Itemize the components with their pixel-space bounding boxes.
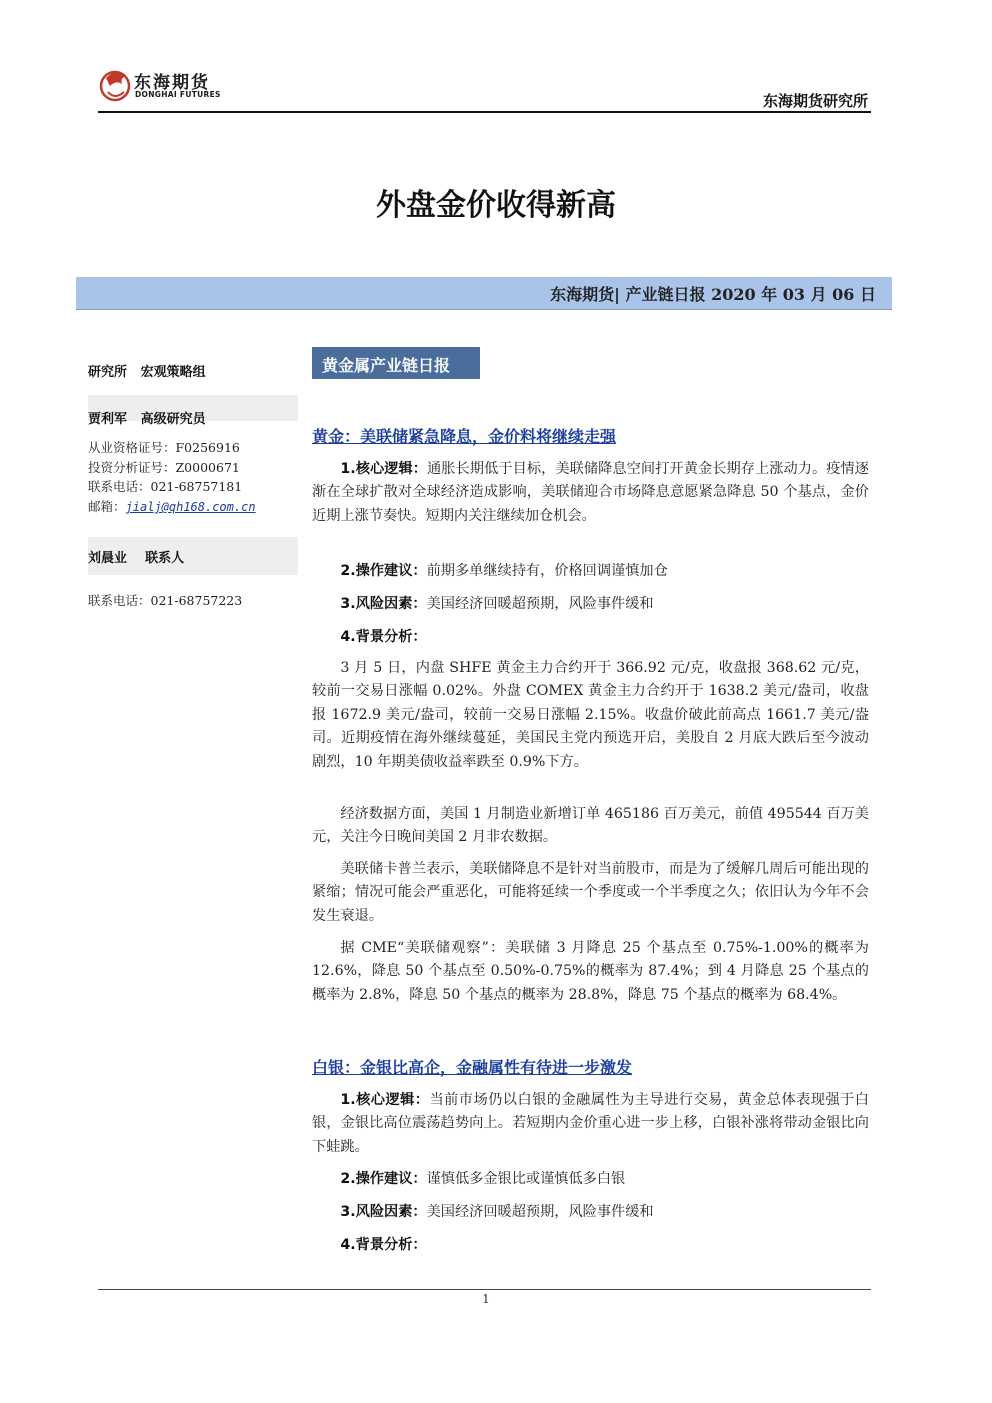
gold-bg-paragraph-2: 经济数据方面，美国 1 月制造业新增订单 465186 百万美元，前值 495544 百万美元，关注今日晚间美国 2 月非农数据。 xyxy=(312,806,869,846)
company-logo xyxy=(98,66,228,106)
logo-text-cn: 东海期货 xyxy=(134,73,210,93)
gold-risk xyxy=(312,593,654,616)
gold-bg-paragraph-4: 据 CME“美联储观察”：美联储 3 月降息 25 个基点至 0.75%-1.00%的概率为 12.6%，降息 50 个基点至 0.50%-0.75%的概率为 87.4%；到 4 月降息 25 个基点的概率为 2.8%，降息 50 个基点的概率为 28.8%，降息 75 个基点的概率为 68.4%。 xyxy=(312,940,869,1003)
silver-core-logic xyxy=(312,1089,869,1159)
silver-operation xyxy=(312,1168,625,1191)
email-row xyxy=(88,497,256,515)
gold-op-text: 前期多单继续持有，价格回调谨慎加仓 xyxy=(426,563,668,579)
sidebar-analyst xyxy=(88,408,206,427)
gold-core-label: 1.核心逻辑： xyxy=(340,461,428,477)
footer-rule xyxy=(98,1289,871,1290)
silver-risk xyxy=(312,1201,654,1224)
gold-core-logic xyxy=(312,458,869,528)
silver-core-text: 当前市场仍以白银的金融属性为主导进行交易，黄金总体表现强于白银，金银比高位震荡趋势向上。若短期内金价重心进一步上移，白银补涨将带动金银比向下蛙跳。 xyxy=(312,1092,869,1155)
silver-risk-text: 美国经济回暖超预期，风险事件缓和 xyxy=(426,1204,654,1220)
logo-text-en: DONGHAI FUTURES xyxy=(135,90,221,99)
silver-op-label: 2.操作建议： xyxy=(340,1171,427,1187)
silver-core-label: 1.核心逻辑： xyxy=(340,1092,430,1108)
silver-bg-label: 4.背景分析： xyxy=(340,1237,427,1253)
gold-core-text: 通胀长期低于目标，美联储降息空间打开黄金长期存上涨动力。疫情逐渐在全球扩散对全球经济造成影响，美联储迎合市场降息意愿紧急降息 50 个基点，金价近期上涨节奏快。短期内关注继续加仓机会。 xyxy=(312,461,869,524)
section-tag-text: 黄金属产业链日报 xyxy=(322,356,451,375)
silver-risk-label: 3.风险因素： xyxy=(340,1204,427,1220)
donghai-dragon-logo-icon xyxy=(98,66,134,104)
analyst-name: 贾利军 xyxy=(88,412,128,427)
silver-background xyxy=(312,1234,427,1257)
gold-op-label: 2.操作建议： xyxy=(340,563,427,579)
silver-heading: 白银：金银比高企，金融属性有待进一步激发 xyxy=(312,1058,633,1077)
gold-bg-label: 4.背景分析： xyxy=(340,629,427,645)
email-label: 邮箱： xyxy=(88,499,126,514)
phone-analyst: 联系电话：021-68757181 xyxy=(88,479,243,494)
gold-risk-label: 3.风险因素： xyxy=(340,596,427,612)
header-institute: 东海期货研究所 xyxy=(762,92,868,110)
email-link[interactable]: jialj@qh168.com.cn xyxy=(125,500,256,514)
contact-name: 刘晨业 xyxy=(88,551,128,566)
dept-name: 宏观策略组 xyxy=(140,365,206,380)
silver-op-text: 谨慎低多金银比或谨慎低多白银 xyxy=(426,1171,626,1187)
header-rule xyxy=(98,111,871,113)
gold-background xyxy=(312,626,427,649)
invest-number: 投资分析证号：Z0000671 xyxy=(88,460,240,475)
contact-title: 联系人 xyxy=(145,551,185,566)
banner-text: 东海期货| 产业链日报 2020 年 03 月 06 日 xyxy=(550,285,876,304)
cert-number: 从业资格证号：F0256916 xyxy=(88,440,240,455)
sidebar-dept xyxy=(88,361,206,380)
report-banner xyxy=(76,277,892,310)
section-tag xyxy=(312,347,480,379)
analyst-title: 高级研究员 xyxy=(140,412,206,427)
gold-heading: 黄金：美联储紧急降息，金价料将继续走强 xyxy=(312,427,617,446)
sidebar-contact xyxy=(88,547,184,566)
document-title: 外盘金价收得新高 xyxy=(376,188,616,223)
gold-operation xyxy=(312,560,668,583)
dept-label: 研究所 xyxy=(88,365,128,380)
page-number: 1 xyxy=(482,1292,490,1306)
gold-risk-text: 美国经济回暖超预期，风险事件缓和 xyxy=(426,596,654,612)
gold-bg-paragraph-1: 3 月 5 日，内盘 SHFE 黄金主力合约开于 366.92 元/克，收盘报 368.62 元/克，较前一交易日涨幅 0.02%。外盘 COMEX 黄金主力合约开于 1638.2 美元/盎司，收盘报 1672.9 美元/盎司，较前一交易日涨幅 2.15%。收盘价破此前高点 1661.7 美元/盎司。近期疫情在海外继续蔓延，美国民主党内预选开启，美股自 2 月底大跌后至今波动剧烈，10 年期美债收益率跌至 0.9%下方。 xyxy=(312,660,869,770)
gold-bg-paragraph-3: 美联储卡普兰表示，美联储降息不是针对当前股市，而是为了缓解几周后可能出现的紧缩；情况可能会严重恶化，可能将延续一个季度或一个半季度之久；依旧认为今年不会发生衰退。 xyxy=(312,861,869,924)
phone-contact: 联系电话：021-68757223 xyxy=(88,593,243,608)
